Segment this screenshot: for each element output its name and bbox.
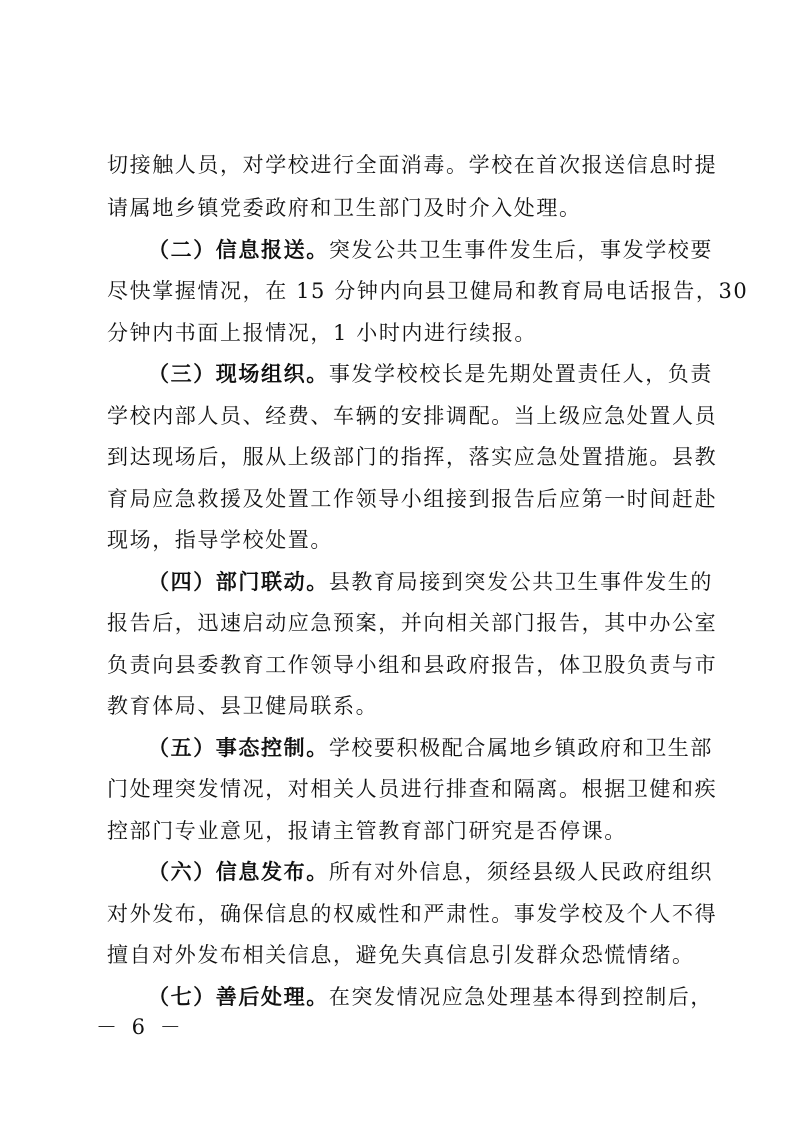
line-text: 尽快掌握情况，在 15 分钟内向县卫健局和教育局电话报告，30: [107, 279, 749, 303]
line-text: 擅自对外发布相关信息，避免失真信息引发群众恐慌情绪。: [107, 943, 695, 967]
section-6-line-3: [107, 940, 695, 970]
paragraph-1-line-2: [107, 193, 689, 223]
section-4-line-4: [107, 691, 689, 721]
section-3-line-5: [107, 525, 689, 555]
section-6-heading-line: [148, 857, 714, 887]
section-3-line-2: [107, 401, 718, 431]
section-heading: （四）部门联动。: [148, 569, 329, 594]
line-text: 所有对外信息，须经县级人民政府组织: [328, 860, 714, 884]
line-text: 教育体局、县卫健局联系。: [107, 694, 379, 718]
line-text: 育局应急救援及处置工作领导小组接到报告后应第一时间赶赴: [107, 487, 718, 511]
section-heading: （七）善后处理。: [148, 984, 329, 1009]
line-text: 分钟内书面上报情况，1 小时内进行续报。: [107, 321, 538, 345]
section-3-line-4: [107, 484, 718, 514]
section-heading: （五）事态控制。: [148, 735, 329, 760]
section-3-line-3: [107, 442, 718, 472]
paragraph-1-line-1: [107, 150, 718, 180]
section-2-heading-line: [148, 235, 714, 265]
section-2-line-2: [107, 276, 749, 306]
section-7-heading-line: [148, 982, 714, 1012]
section-2-line-3: [107, 318, 689, 348]
line-text: 学校要积极配合属地乡镇政府和卫生部: [328, 736, 714, 760]
section-5-line-2: [107, 774, 718, 804]
section-5-line-3: [107, 816, 689, 846]
section-4-line-2: [107, 608, 718, 638]
line-text: 学校内部人员、经费、车辆的安排调配。当上级应急处置人员: [107, 404, 718, 428]
line-text: 在突发情况应急处理基本得到控制后，: [328, 985, 714, 1009]
line-text: 到达现场后，服从上级部门的指挥，落实应急处置措施。县教: [107, 445, 718, 469]
page-number: － 6 －: [96, 1015, 185, 1039]
line-text: 控部门专业意见，报请主管教育部门研究是否停课。: [107, 819, 627, 843]
section-4-line-3: [107, 650, 718, 680]
line-text: 突发公共卫生事件发生后，事发学校要: [328, 238, 714, 262]
section-heading: （二）信息报送。: [148, 237, 329, 262]
line-text: 切接触人员，对学校进行全面消毒。学校在首次报送信息时提: [107, 153, 718, 177]
line-text: 对外发布，确保信息的权威性和严肃性。事发学校及个人不得: [107, 902, 718, 926]
section-heading: （六）信息发布。: [148, 859, 329, 884]
line-text: 负责向县委教育工作领导小组和县政府报告，体卫股负责与市: [107, 653, 718, 677]
line-text: 县教育局接到突发公共卫生事件发生的: [328, 570, 714, 594]
line-text: 报告后，迅速启动应急预案，并向相关部门报告，其中办公室: [107, 611, 718, 635]
section-5-heading-line: [148, 733, 714, 763]
line-text: 事发学校校长是先期处置责任人，负责: [328, 362, 714, 386]
line-text: 现场，指导学校处置。: [107, 528, 333, 552]
section-heading: （三）现场组织。: [148, 361, 329, 386]
line-text: 请属地乡镇党委政府和卫生部门及时介入处理。: [107, 196, 582, 220]
section-4-heading-line: [148, 567, 714, 597]
line-text: 门处理突发情况，对相关人员进行排查和隔离。根据卫健和疾: [107, 777, 718, 801]
section-6-line-2: [107, 899, 718, 929]
section-3-heading-line: [148, 359, 714, 389]
